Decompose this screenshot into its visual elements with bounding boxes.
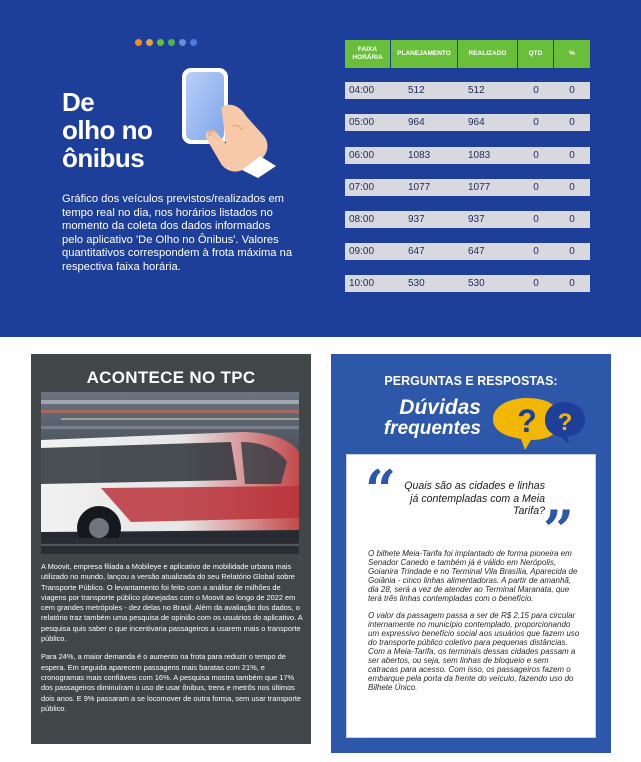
cell-realized: 512 bbox=[468, 85, 485, 96]
cell-planned: 964 bbox=[408, 117, 425, 128]
cell-hour: 06:00 bbox=[349, 150, 375, 161]
top-banner bbox=[0, 0, 641, 337]
column-header-percent: % bbox=[569, 50, 575, 57]
cell-planned: 1083 bbox=[408, 150, 431, 161]
dot bbox=[157, 39, 164, 46]
cell-qtd: 0 bbox=[533, 117, 539, 128]
cell-realized: 647 bbox=[468, 246, 485, 257]
cell-planned: 937 bbox=[408, 214, 425, 225]
column-header-realizado: REALIZADO bbox=[458, 40, 518, 68]
acontece-paragraph: A Moovit, empresa filiada a Mobileye e aplicativo de mobilidade urbana mais utilizado no mundo, lançou a versão atualizada do seu Relatório Global sobre Transporte Público. O levantamento foi feito com a análise de milhões de viagens por transporte público planejadas com o Moovit ao longo de 2022 em cem grandes metrópoles - dez delas no Brasil. Além da avaliação dos dados, o relatório traz também uma pesquisa de opinião com os usuários do aplicativo. A pesquisa quis saber o que incentivaria passageiros a usarem mais o transporte público. bbox=[41, 562, 303, 644]
cell-planned: 647 bbox=[408, 246, 425, 257]
cell-qtd: 0 bbox=[533, 85, 539, 96]
table-row bbox=[345, 82, 590, 99]
banner-title-line: ônibus bbox=[62, 143, 145, 173]
faq-title-line: frequentes bbox=[383, 418, 481, 439]
question-bubbles-icon bbox=[487, 392, 587, 452]
column-header-faixa: FAIXA HORÁRIA bbox=[345, 40, 391, 68]
hand-phone-icon bbox=[172, 66, 284, 178]
table-row bbox=[345, 211, 590, 228]
cell-percent: 0 bbox=[569, 182, 575, 193]
cell-hour: 05:00 bbox=[349, 117, 375, 128]
dot bbox=[190, 39, 197, 46]
cell-percent: 0 bbox=[569, 85, 575, 96]
cell-qtd: 0 bbox=[533, 246, 539, 257]
banner-title-line: olho no bbox=[62, 115, 153, 145]
acontece-title: ACONTECE NO TPC bbox=[86, 368, 256, 387]
cell-qtd: 0 bbox=[533, 150, 539, 161]
table-row bbox=[345, 114, 590, 131]
dot bbox=[179, 39, 186, 46]
faq-answer-paragraph: O bilhete Meia-Tarifa foi implantado de forma pioneira em Senador Canedo e também já é válido em Nerópolis, Goianira Trindade e no Terminal Vila Brasília, Aparecida de Goiânia - cinco linhas alimentadoras. A partir de amanhã, dia 28, será a vez de atender ao Terminal Maranata, que terá três linhas contempladas com o benefício. bbox=[368, 549, 578, 604]
open-quote-icon: “ bbox=[365, 458, 397, 522]
faq-question: Quais são as cidades e linhas já contempladas com a Meia Tarifa? bbox=[404, 480, 545, 518]
cell-hour: 04:00 bbox=[349, 85, 375, 96]
dot bbox=[135, 39, 142, 46]
cell-percent: 0 bbox=[569, 214, 575, 225]
table-row bbox=[345, 179, 590, 196]
dot bbox=[146, 39, 153, 46]
fleet-table bbox=[345, 40, 590, 289]
color-dots bbox=[135, 39, 197, 46]
column-header-planejamento: PLANEJAMENTO bbox=[391, 40, 458, 68]
cell-percent: 0 bbox=[569, 278, 575, 289]
cell-percent: 0 bbox=[569, 117, 575, 128]
column-header-qtd: QTD bbox=[518, 40, 554, 68]
acontece-paragraph: Para 24%, a maior demanda é o aumento na frota para reduzir o tempo de espera. Em seguida aparecem passagens mais baratas com 21%, e cronogramas mais confiáveis com 16%. A pesquisa mostra também que 17% dos passageiros diminuíram o uso de usar ônibus, trens e metrôs nos últimos dois anos. E 9% passaram a se locomover de outra forma, sem usar transporte público. bbox=[41, 652, 302, 713]
faq-answer bbox=[368, 549, 580, 699]
cell-percent: 0 bbox=[569, 150, 575, 161]
cell-planned: 1077 bbox=[408, 182, 431, 193]
banner-title bbox=[62, 88, 152, 172]
cell-qtd: 0 bbox=[533, 182, 539, 193]
cell-percent: 0 bbox=[569, 246, 575, 257]
cell-hour: 07:00 bbox=[349, 182, 375, 193]
faq-answer-paragraph: O valor da passagem passa a ser de R$ 2,15 para circular internamente no município contemplado, proporcionando um expressivo benefício social aos usuários que fazem uso do transporte público coletivo para pequenas distâncias. Com a Meia-Tarifa, os terminais dessas cidades passam a ser abertos, ou seja, sem linhas de bloqueio e sem catracas para acesso. Com isso, os passageiros fazem o embarque pela porta da frente do veículo, fazendo uso do Bilhete Único. bbox=[368, 610, 580, 693]
faq-subtitle: PERGUNTAS E RESPOSTAS: bbox=[384, 374, 558, 388]
cell-planned: 512 bbox=[408, 85, 425, 96]
cell-qtd: 0 bbox=[533, 278, 539, 289]
cell-realized: 964 bbox=[468, 117, 485, 128]
cell-hour: 09:00 bbox=[349, 246, 375, 257]
cell-realized: 530 bbox=[468, 278, 485, 289]
banner-description: Gráfico dos veículos previstos/realizados em tempo real no dia, nos horários listados no momento da coleta dos dados informados pelo aplicativo 'De Olho no Ônibus'. Valores quantitativos correspondem à frota máxima na respectiva faixa horária. bbox=[62, 193, 293, 273]
svg-text:?: ? bbox=[517, 403, 537, 439]
faq-title bbox=[361, 397, 481, 439]
table-row bbox=[345, 275, 590, 292]
banner-title-line: De bbox=[62, 87, 95, 117]
table-header bbox=[345, 40, 590, 68]
bus-photo bbox=[41, 392, 299, 554]
cell-realized: 1077 bbox=[468, 182, 491, 193]
acontece-panel bbox=[31, 354, 311, 744]
faq-panel bbox=[331, 354, 611, 753]
faq-title-line: Dúvidas bbox=[399, 396, 481, 419]
cell-hour: 10:00 bbox=[349, 278, 375, 289]
cell-realized: 937 bbox=[468, 214, 485, 225]
cell-realized: 1083 bbox=[468, 150, 491, 161]
table-row bbox=[345, 243, 590, 260]
cell-qtd: 0 bbox=[533, 214, 539, 225]
table-row bbox=[345, 147, 590, 164]
cell-hour: 08:00 bbox=[349, 214, 375, 225]
acontece-text bbox=[41, 562, 303, 722]
dot bbox=[168, 39, 175, 46]
svg-text:?: ? bbox=[557, 409, 573, 436]
faq-card bbox=[346, 454, 596, 738]
cell-planned: 530 bbox=[408, 278, 425, 289]
close-quote-icon: ” bbox=[543, 498, 575, 562]
